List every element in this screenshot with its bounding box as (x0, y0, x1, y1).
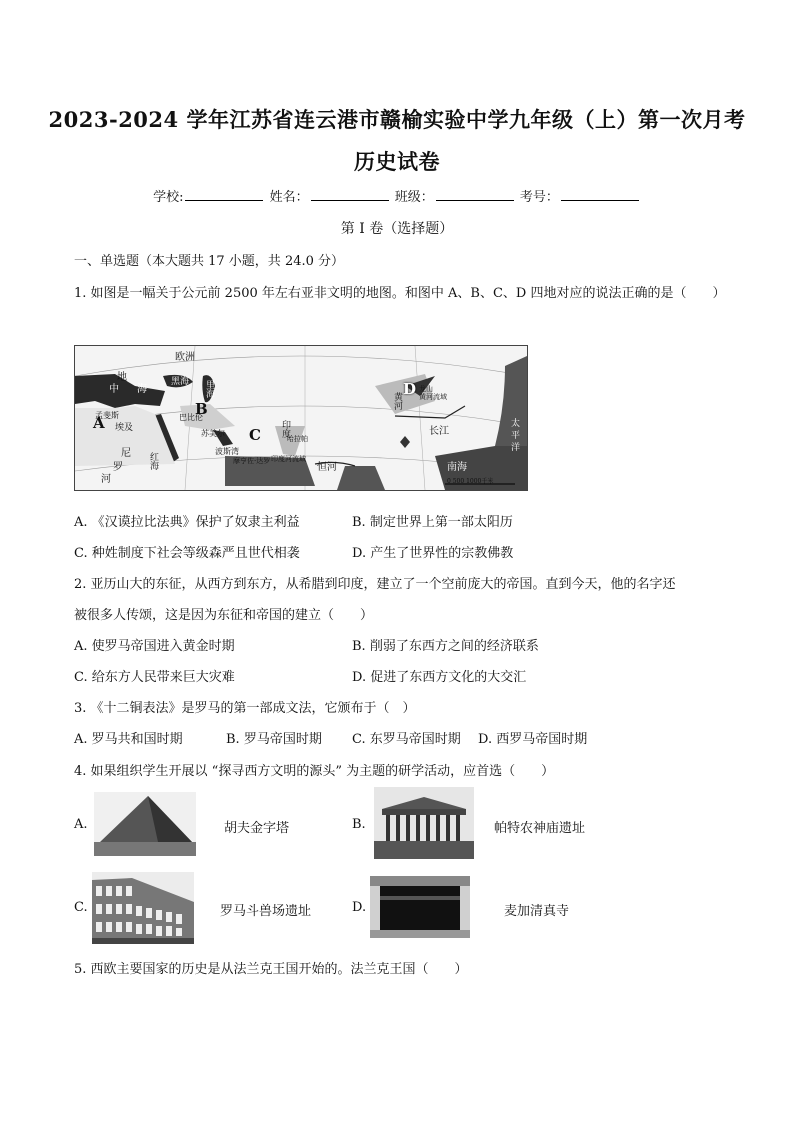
ancient-civilizations-map (74, 345, 528, 491)
q4-option-b-letter[interactable]: B. (352, 817, 366, 832)
map-label-persian-gulf: 波斯湾 (215, 447, 239, 456)
map-label-egypt: 埃及 (115, 423, 134, 433)
map-label-c: C (249, 426, 261, 444)
name-field[interactable] (311, 188, 389, 201)
q2-option-d[interactable]: D. 促进了东西方文化的大交汇 (352, 670, 527, 685)
map-label-memphis: 孟斐斯 (95, 411, 119, 420)
map-label-sea-di: 地 (117, 372, 127, 383)
parthenon-graphic (374, 787, 474, 859)
map-label-longshan: 龙山 (419, 385, 433, 393)
student-info-row (0, 186, 794, 205)
q4-option-a-text[interactable]: 胡夫金字塔 (224, 821, 290, 836)
q4-option-b-text[interactable]: 帕特农神庙遗址 (494, 821, 586, 836)
map-label-nile-3: 河 (101, 474, 111, 485)
map-scale: 0 500 1000千米 (447, 478, 494, 485)
pyramid-image[interactable] (94, 792, 196, 856)
q1-option-d[interactable]: D. 产生了世界性的宗教佛教 (352, 546, 514, 561)
map-label-pacific-3: 洋 (511, 443, 521, 453)
mecca-mosque-image[interactable] (370, 876, 470, 938)
map-label-babylon: 巴比伦 (179, 413, 203, 422)
map-label-nile-1: 尼 (121, 448, 131, 459)
map-label-indus: 印度河流域 (271, 455, 306, 463)
map-label-black-sea: 黑海 (171, 377, 190, 387)
map-label-europe: 欧洲 (175, 352, 195, 363)
map-label-d: D (403, 380, 417, 398)
parthenon-image[interactable] (374, 787, 474, 859)
colosseum-image[interactable] (92, 872, 194, 944)
q1-option-b[interactable]: B. 制定世界上第一部太阳历 (352, 515, 513, 530)
name-label: 姓名： (269, 190, 309, 205)
mecca-mosque-graphic (370, 876, 470, 938)
number-field[interactable] (561, 188, 639, 201)
q1-option-c[interactable]: C. 种姓制度下社会等级森严且世代相袭 (74, 546, 300, 561)
colosseum-graphic (92, 872, 194, 944)
map-label-b: B (195, 400, 208, 418)
map-label-pacific-2: 平 (511, 431, 521, 441)
paper-title-line1: 2023-2024 学年江苏省连云港市赣榆实验中学九年级（上）第一次月考 (48, 107, 746, 132)
q2-stem-line2: 被很多人传颂，这是因为东征和帝国的建立（ ） (74, 608, 374, 623)
q3-option-c[interactable]: C. 东罗马帝国时期 (352, 732, 461, 747)
school-label: 学校: (153, 190, 184, 205)
q4-option-a-letter[interactable]: A. (74, 817, 88, 832)
q3-option-d[interactable]: D. 西罗马帝国时期 (478, 732, 588, 747)
map-label-red-sea: 红海 (148, 452, 158, 470)
q3-stem: 3. 《十二铜表法》是罗马的第一部成文法，它颁布于（ ） (74, 701, 416, 716)
map-label-south-sea: 南海 (447, 462, 467, 473)
map-label-sea-hai: 海 (137, 384, 147, 395)
q4-option-d-text[interactable]: 麦加清真寺 (504, 904, 570, 919)
q4-option-c-letter[interactable]: C. (74, 900, 88, 915)
q5-stem: 5. 西欧主要国家的历史是从法兰克王国开始的。法兰克王国（ ） (74, 962, 468, 977)
map-label-sumer: 苏美尔 (201, 429, 225, 438)
map-label-harappa: 哈拉帕 (287, 435, 308, 443)
q4-option-c-text[interactable]: 罗马斗兽场遗址 (220, 904, 312, 919)
q3-option-a[interactable]: A. 罗马共和国时期 (74, 732, 183, 747)
map-label-mohenjo: 摩亨佐·达罗 (233, 457, 271, 465)
q2-option-a[interactable]: A. 使罗马帝国进入黄金时期 (74, 639, 235, 654)
q2-option-b[interactable]: B. 削弱了东西方之间的经济联系 (352, 639, 539, 654)
q1-option-a[interactable]: A. 《汉谟拉比法典》保护了奴隶主利益 (74, 515, 300, 530)
map-label-nile-2: 罗 (113, 462, 123, 473)
part-title: 一、单选题（本大题共 17 小题，共 24.0 分） (74, 254, 345, 269)
school-field[interactable] (185, 188, 263, 201)
q2-stem-line1: 2. 亚历山大的东征，从西方到东方，从希腊到印度，建立了一个空前庞大的帝国。直到今天，他的名字还 (74, 577, 676, 592)
pyramid-graphic (94, 792, 196, 856)
map-label-sea-zhong: 中 (109, 384, 119, 395)
section-title: 第 I 卷（选择题） (340, 221, 454, 237)
map-label-caspian: 里海 (204, 380, 214, 398)
number-label: 考号： (519, 190, 559, 205)
q4-option-d-letter[interactable]: D. (352, 900, 367, 915)
q2-option-c[interactable]: C. 给东方人民带来巨大灾难 (74, 670, 235, 685)
q1-stem: 1. 如图是一幅关于公元前 2500 年左右亚非文明的地图。和图中 A、B、C、D 四地对应的说法正确的是（ ） (74, 286, 726, 301)
q4-stem: 4. 如果组织学生开展以 “探寻西方文明的源头” 为主题的研学活动，应首选（ ） (74, 764, 555, 779)
q3-option-b[interactable]: B. 罗马帝国时期 (226, 732, 322, 747)
class-label: 班级： (394, 190, 434, 205)
class-field[interactable] (436, 188, 514, 201)
map-label-india: 印度 (280, 420, 290, 438)
map-label-pacific-1: 太 (511, 419, 521, 429)
map-label-a: A (93, 414, 105, 432)
map-label-huanghe-basin: 黄河流域 (419, 393, 447, 401)
paper-title-line2: 历史试卷 (354, 149, 440, 174)
map-label-ganges: 恒河 (317, 462, 337, 473)
map-label-huanghe: 黄河 (392, 392, 402, 410)
map-label-changjiang: 长江 (429, 426, 449, 437)
